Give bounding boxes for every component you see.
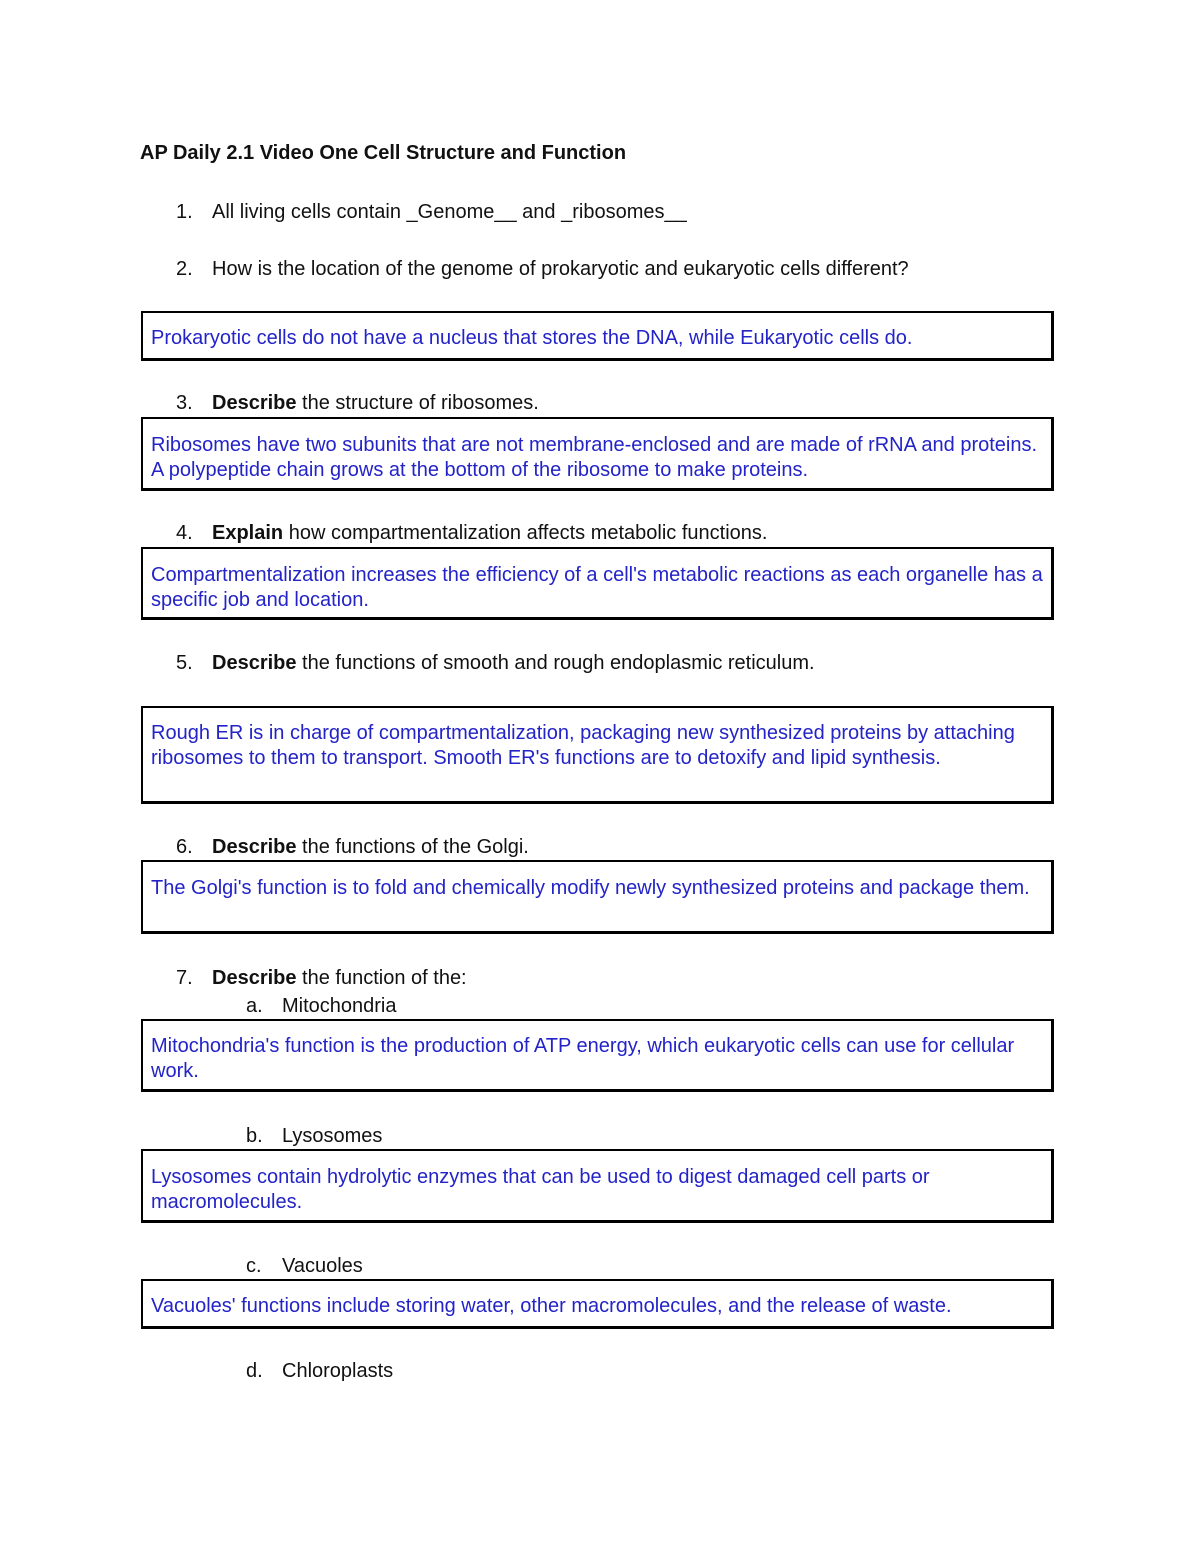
question-text [212,521,767,545]
answer-text: Vacuoles' functions include storing water, other macromolecules, and the release of waste. [151,1295,952,1317]
question-rest: the functions of smooth and rough endoplasmic reticulum. [296,652,815,674]
answer-text: Compartmentalization increases the efficiency of a cell's metabolic reactions as each organelle has a specific job and location. [151,564,1043,611]
subitem-letter: a. [246,995,263,1017]
answer-box-q4[interactable] [141,547,1054,620]
page-title: AP Daily 2.1 Video One Cell Structure and Function [140,142,627,164]
answer-text: Prokaryotic cells do not have a nucleus that stores the DNA, while Eukaryotic cells do. [151,327,913,349]
answer-box-q7a[interactable] [141,1019,1054,1092]
subitem-text: Lysosomes [282,1125,383,1147]
question-number: 3. [176,392,193,414]
subitem-text: Mitochondria [282,995,397,1017]
question-number: 4. [176,522,193,544]
answer-text: The Golgi's function is to fold and chemically modify newly synthesized proteins and package them. [151,877,1030,899]
question-rest: how compartmentalization affects metabolic functions. [283,522,768,544]
question-verb: Describe [212,836,297,858]
answer-box-q7c[interactable] [141,1279,1054,1329]
answer-text: Ribosomes have two subunits that are not membrane-enclosed and are made of rRNA and proteins. A polypeptide chain grows at the bottom of the ribosome to make proteins. [151,434,1038,481]
answer-box-q6[interactable] [141,860,1054,934]
answer-text: Rough ER is in charge of compartmentalization, packaging new synthesized proteins by attaching ribosomes to them to transport. Smooth ER's functions are to detoxify and lipid synthesis. [151,722,1015,769]
question-text: All living cells contain _Genome__ and _ribosomes__ [212,201,687,223]
question-text: How is the location of the genome of prokaryotic and eukaryotic cells different? [212,258,909,280]
subitem-text: Chloroplasts [282,1360,394,1382]
answer-text: Lysosomes contain hydrolytic enzymes that can be used to digest damaged cell parts or macromolecules. [151,1166,930,1213]
answer-box-q7b[interactable] [141,1149,1054,1223]
question-text [212,835,529,859]
subitem-letter: d. [246,1360,263,1382]
question-text [212,651,815,675]
answer-text: Mitochondria's function is the production of ATP energy, which eukaryotic cells can use for cellular work. [151,1035,1015,1082]
question-number: 1. [176,201,193,223]
question-verb: Describe [212,392,297,414]
subitem-letter: c. [246,1255,262,1277]
answer-box-q2[interactable] [141,311,1054,361]
question-verb: Describe [212,652,297,674]
question-text [212,391,539,415]
question-number: 2. [176,258,193,280]
question-text [212,966,467,990]
question-verb: Describe [212,967,297,989]
question-number: 7. [176,967,193,989]
subitem-letter: b. [246,1125,263,1147]
question-verb: Explain [212,522,284,544]
question-number: 6. [176,836,193,858]
subitem-text: Vacuoles [282,1255,363,1277]
answer-box-q5[interactable] [141,706,1054,804]
question-rest: the function of the: [296,967,467,989]
question-number: 5. [176,652,193,674]
question-rest: the functions of the Golgi. [296,836,529,858]
answer-box-q3[interactable] [141,417,1054,491]
question-rest: the structure of ribosomes. [296,392,539,414]
